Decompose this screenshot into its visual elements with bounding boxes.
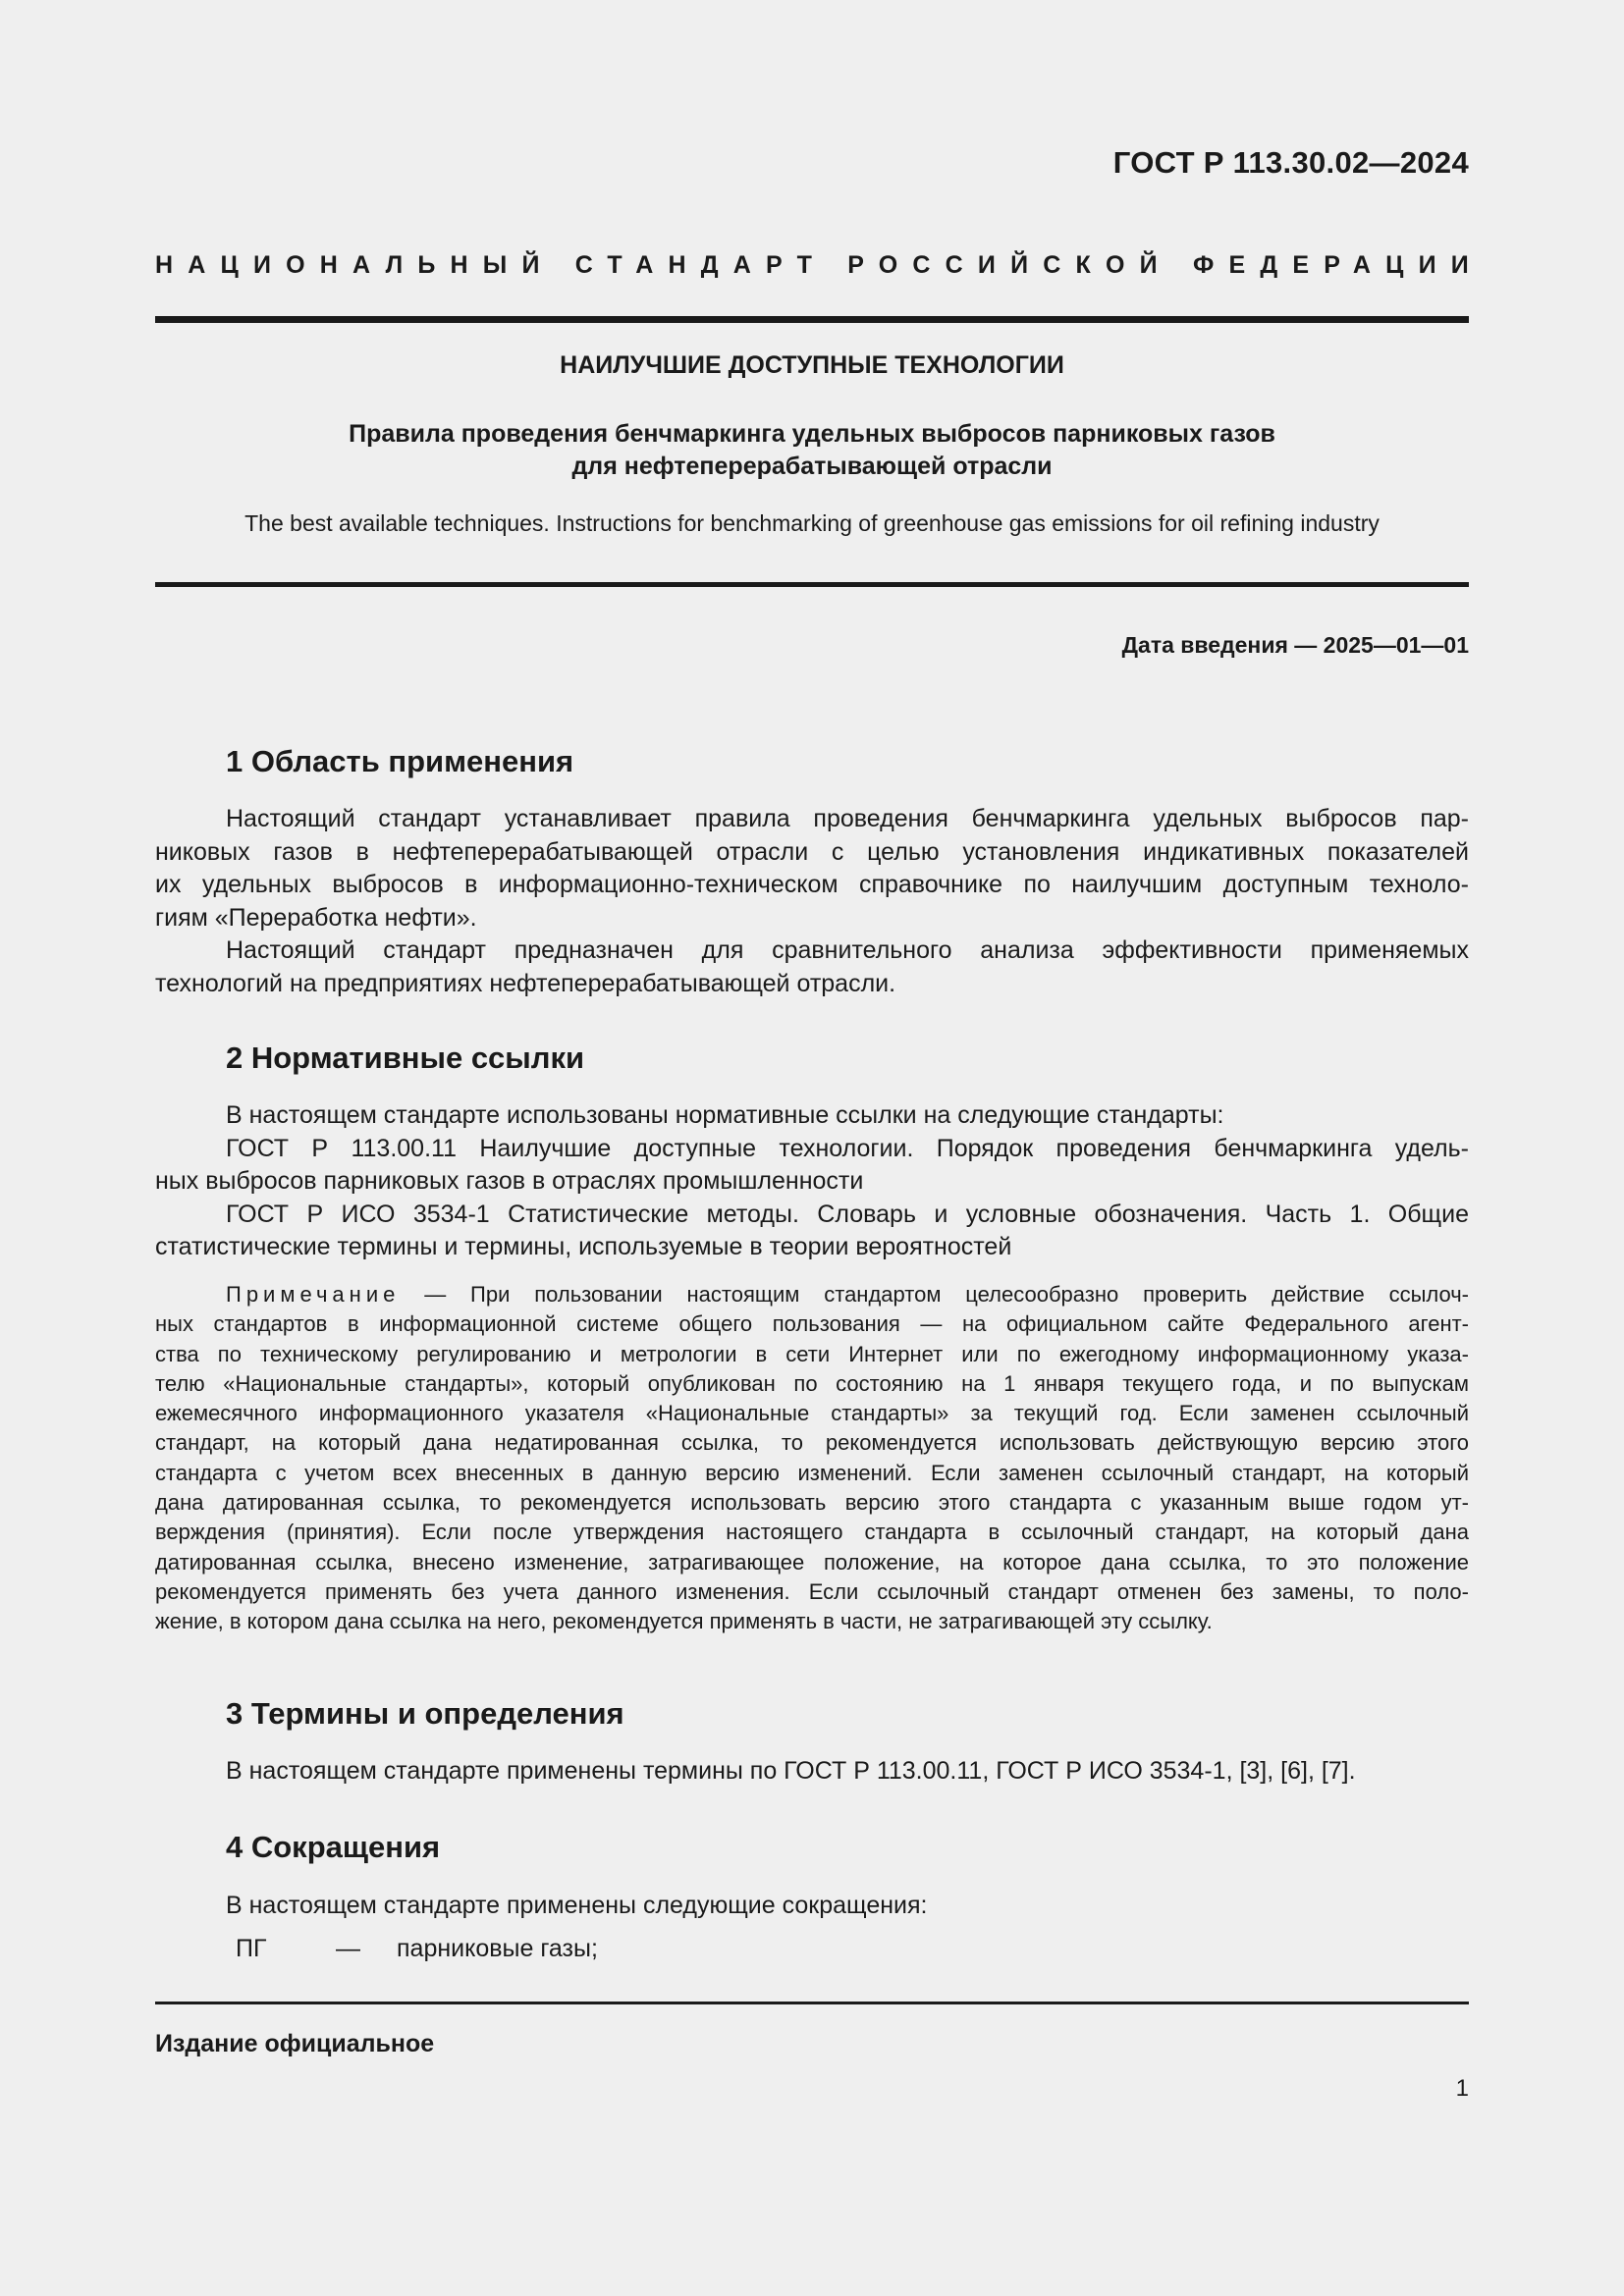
paragraph xyxy=(155,1890,1469,1923)
note-line: стандарт, на который дана недатированная ссылка, то рекомендуется использовать действующую версию этого xyxy=(155,1430,1469,1456)
abbreviation-dash: — xyxy=(336,1935,360,1962)
reference-line: статистические термины и термины, используемые в теории вероятностей xyxy=(155,1233,1012,1260)
text-line: технологий на предприятиях нефтеперерабатывающей отрасли. xyxy=(155,969,896,997)
abbreviation-definition: парниковые газы; xyxy=(397,1935,598,1962)
text-line: В настоящем стандарте применены следующие сокращения: xyxy=(226,1892,928,1919)
section-heading: 4 Сокращения xyxy=(226,1830,441,1864)
note-line: ежемесячного информационного указателя «Национальные стандарты» за текущий год. Если заменен ссылочный xyxy=(155,1401,1469,1426)
section-heading: 1 Область применения xyxy=(226,744,574,778)
paragraph xyxy=(155,1755,1469,1789)
note-line: дана датированная ссылка, то рекомендуется использовать версию этого стандарта с указанным выше годом ут- xyxy=(155,1490,1469,1516)
text-line: Настоящий стандарт предназначен для сравнительного анализа эффективности применяемых xyxy=(226,936,1469,964)
note-line: стандарта с учетом всех внесенных в данную версию изменений. Если заменен ссылочный стандарт, на который xyxy=(155,1460,1469,1485)
banner-word: СТАНДАРТ xyxy=(574,251,828,279)
subtitle-line: для нефтеперерабатывающей отрасли xyxy=(571,453,1053,480)
subtitle-line: Правила проведения бенчмаркинга удельных выбросов парниковых газов xyxy=(349,420,1275,448)
note-line xyxy=(155,1280,1469,1309)
note-line: жение, в котором дана ссылка на него, рекомендуется применять в части, не затрагивающей эту ссылку. xyxy=(155,1609,1213,1634)
english-title: The best available techniques. Instructions for benchmarking of greenhouse gas emissions for oil refining industry xyxy=(244,510,1380,536)
introduction-date: Дата введения — 2025—01—01 xyxy=(1121,632,1469,658)
official-edition-label: Издание официальное xyxy=(155,2030,435,2057)
text-line: гиям «Переработка нефти». xyxy=(155,903,477,932)
header-divider xyxy=(155,316,1469,323)
note-line: телю «Национальные стандарты», который опубликован по состоянию на 1 января текущего года, и по выпускам xyxy=(155,1370,1469,1396)
note-text: — При пользовании настоящим стандартом целесообразно проверить действие ссылоч- xyxy=(400,1282,1469,1307)
note-label: Примечание xyxy=(226,1282,401,1307)
text-line: никовых газов в нефтеперерабатывающей отрасли с целью установления индикативных показателей xyxy=(155,837,1469,866)
page-number: 1 xyxy=(1455,2075,1469,2102)
reference-line: ГОСТ Р ИСО 3534-1 Статистические методы. Словарь и условные обозначения. Часть 1. Общие xyxy=(226,1200,1469,1228)
note-line: рекомендуется применять без учета данного изменения. Если ссылочный стандарт отменен без замены, то поло- xyxy=(155,1578,1469,1604)
document-code: ГОСТ Р 113.30.02—2024 xyxy=(1112,145,1469,180)
text-line: В настоящем стандарте использованы нормативные ссылки на следующие стандарты: xyxy=(226,1101,1224,1129)
abbreviation-term: ПГ xyxy=(236,1935,267,1962)
note-line: датированная ссылка, внесено изменение, затрагивающее положение, на которое дана ссылка, то это положение xyxy=(155,1549,1469,1575)
footer-divider xyxy=(155,2002,1469,2004)
banner-word: НАЦИОНАЛЬНЫЙ xyxy=(155,251,555,279)
national-standard-banner xyxy=(155,251,1484,280)
standard-title: НАИЛУЧШИЕ ДОСТУПНЫЕ ТЕХНОЛОГИИ xyxy=(560,351,1064,379)
text-line: Настоящий стандарт устанавливает правила проведения бенчмаркинга удельных выбросов пар- xyxy=(226,805,1469,832)
note-line: ства по техническому регулированию и метрологии в сети Интернет или по ежегодному информационному указа- xyxy=(155,1341,1469,1366)
standard-subtitle xyxy=(155,418,1469,483)
text-line: В настоящем стандарте применены термины по ГОСТ Р 113.00.11, ГОСТ Р ИСО 3534-1, [3], [6], [7]. xyxy=(226,1757,1356,1785)
reference-line: ных выбросов парниковых газов в отраслях промышленности xyxy=(155,1167,864,1195)
paragraph xyxy=(155,1099,1469,1264)
note-line: ных стандартов в информационной системе общего пользования — на официальном сайте Федерального агент- xyxy=(155,1311,1469,1337)
reference-line: ГОСТ Р 113.00.11 Наилучшие доступные технологии. Порядок проведения бенчмаркинга удель- xyxy=(226,1134,1469,1162)
text-line: их удельных выбросов в информационно-техническом справочнике по наилучшим доступным техноло- xyxy=(155,871,1469,898)
note-line: верждения (принятия). Если после утверждения настоящего стандарта в ссылочный стандарт, на который дана xyxy=(155,1520,1469,1545)
banner-word: ФЕДЕРАЦИИ xyxy=(1192,251,1484,279)
paragraph xyxy=(155,803,1469,1000)
section-heading: 3 Термины и определения xyxy=(226,1696,624,1731)
note-block xyxy=(155,1280,1469,1637)
title-divider xyxy=(155,582,1469,587)
section-heading: 2 Нормативные ссылки xyxy=(226,1041,585,1075)
banner-word: РОССИЙСКОЙ xyxy=(847,251,1172,279)
